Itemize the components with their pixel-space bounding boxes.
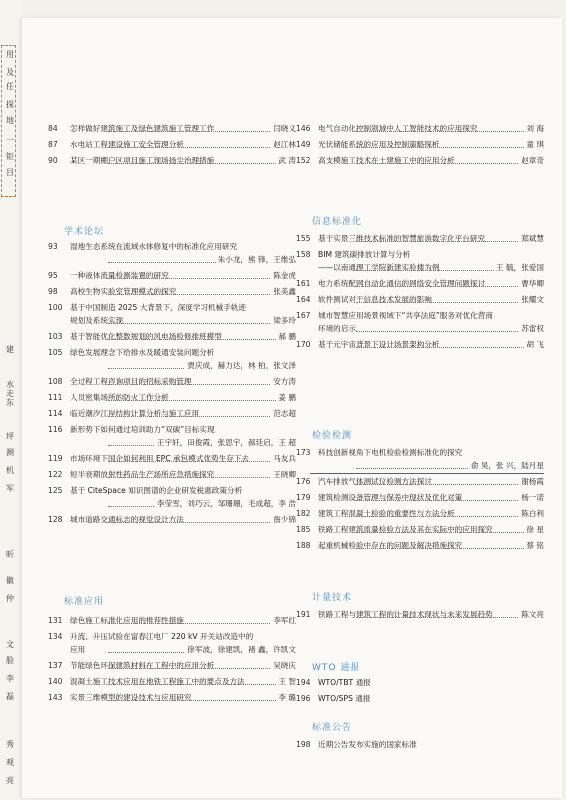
toc-entry[interactable] [48, 122, 296, 135]
article-title: 市场环境下国企如何利用 EPC 承包模式优势生存下去 [70, 454, 249, 463]
page-number: 149 [296, 140, 311, 149]
leader-dots [356, 131, 544, 132]
leader-dots [108, 339, 296, 340]
leader-dots [356, 516, 544, 517]
leader-dots [108, 294, 296, 295]
toc-entry[interactable] [296, 738, 544, 751]
strip-fragment: 测 [6, 448, 14, 457]
strip-fragment: 仲 [6, 594, 14, 603]
toc-entry[interactable] [48, 407, 296, 420]
leader-dots [356, 617, 544, 618]
article-title: 短半衰期放射性药品生产场所应急措施探究 [70, 470, 215, 479]
article-title: 建筑工程混凝土检验的重要性与方法分析 [318, 509, 455, 518]
page-number: 131 [48, 616, 63, 625]
leader-dots [356, 331, 544, 332]
section-heading: 信息标准化 [312, 217, 363, 227]
page-number: 143 [48, 693, 63, 702]
toc-entry[interactable] [48, 630, 296, 656]
page-number: 161 [296, 279, 311, 288]
toc-entry[interactable] [48, 468, 296, 481]
article-title: 怎样做好建筑施工及绿色建筑施工管理工作 [70, 124, 215, 133]
page-number: 119 [48, 454, 63, 463]
leader-dots [356, 548, 544, 549]
toc-entry[interactable] [296, 138, 544, 151]
leader-dots [108, 147, 296, 148]
leader-dots [108, 323, 296, 324]
article-author: 陈金虎 [273, 271, 296, 280]
leader-dots [108, 163, 296, 164]
strip-fragment: 徽 [6, 576, 14, 585]
article-title: 软件测试对于信息技术发展的影响 [318, 295, 432, 304]
article-author: 安方涛 [273, 377, 296, 386]
page-number: 137 [48, 661, 63, 670]
leader-dots [108, 400, 296, 401]
article-title: 绿色发展理念下给排水及暖通安装问题分析 [70, 348, 215, 357]
strip-fragment: 坪 [6, 432, 14, 441]
leader-dots [356, 163, 544, 164]
article-title: 一种液体流量检测装置的研究 [70, 271, 169, 280]
article-author: 闫晓义 [273, 124, 296, 133]
leader-dots [108, 623, 296, 624]
article-author: 苏雷权 [521, 324, 544, 333]
page-number: 93 [48, 242, 58, 251]
leader-dots [108, 522, 296, 523]
leader-dots [108, 131, 296, 132]
toc-entry[interactable] [296, 122, 544, 135]
article-author: 陈白利 [521, 509, 544, 518]
page-number: 105 [48, 348, 63, 357]
page-number: 198 [296, 740, 311, 749]
leader-dots [356, 500, 544, 501]
page-number: 176 [296, 477, 311, 486]
article-author: 谢杨霞 [521, 477, 544, 486]
toc-entry[interactable] [296, 309, 544, 335]
article-author: 武 涛 [278, 156, 296, 165]
article-author: 梁多玲 [273, 316, 296, 325]
page-number: 185 [296, 525, 311, 534]
page-number: 108 [48, 377, 63, 386]
article-title: 节能绿色环保建筑材料在工程中的应用分析 [70, 661, 215, 670]
article-title: 建筑检测设备管理与保养中现状及优化对策 [318, 493, 463, 502]
leader-dots [108, 384, 296, 385]
strip-fragment: 机 [6, 466, 14, 475]
leader-dots [356, 532, 544, 533]
strip-fragment: 目 [6, 168, 14, 177]
article-title: 电气自动化控制领域中人工智能技术的应用探究 [318, 124, 478, 133]
article-author: 吴晓庆 [273, 661, 296, 670]
article-author: 马友兵 [273, 454, 296, 463]
section-heading: 标准公告 [312, 723, 353, 733]
strip-fragment: 用 [6, 50, 14, 59]
article-author: 童 琪 [526, 140, 544, 149]
toc-entry[interactable] [296, 692, 544, 705]
article-title: 基于实景三维技术标准的智慧旅游数字化平台研究 [318, 234, 486, 243]
leader-dots [108, 461, 296, 462]
leader-dots [108, 416, 296, 417]
page-number: 111 [48, 393, 63, 402]
page-number: 98 [48, 287, 58, 296]
toc-entry[interactable] [48, 691, 296, 704]
article-title: BIM 建筑碳排放计算与分析 [318, 250, 411, 259]
article-title-cont: 环境的启示 [318, 324, 356, 333]
article-author: 赵章奇 [521, 156, 544, 165]
article-title: 城市智慧应用场景视域下“共享法庭”服务对优化营商 [318, 311, 493, 320]
page-number: 164 [296, 295, 311, 304]
section-heading: 学术论坛 [64, 227, 105, 237]
article-author: 俞 昊，张 兴，陆月星 [470, 461, 544, 470]
page-number: 84 [48, 124, 58, 133]
strip-fragment: 李 [6, 674, 14, 683]
article-title: 基于智能优化整数规划的风电场检修排班模型 [70, 332, 222, 341]
page-number: 87 [48, 140, 58, 149]
toc-entry[interactable] [296, 154, 544, 167]
article-title: 湿地生态系统在流域水体修复中的标准化应用研究 [70, 242, 238, 251]
page-number: 167 [296, 311, 311, 320]
page-number: 140 [48, 677, 63, 686]
article-author: 陈文亮 [521, 610, 544, 619]
article-title: 高支模施工技术在土建施工中的应用分析 [318, 156, 455, 165]
article-author: 杨一诺 [521, 493, 544, 502]
toc-entry[interactable] [296, 475, 544, 488]
page-number: 134 [48, 632, 63, 641]
toc-entry[interactable] [48, 301, 296, 327]
toc-entry[interactable] [296, 232, 544, 245]
article-author: 范志超 [273, 409, 296, 418]
article-author: 胡 飞 [526, 340, 544, 349]
strip-fragment: 亮 [6, 776, 14, 785]
toc-entry[interactable] [296, 507, 544, 520]
article-author: 贾庆成，赫力达，林 柏，张文泽 [187, 361, 296, 370]
toc-entry[interactable] [48, 240, 296, 266]
article-title: WTO/SPS 通报 [318, 694, 371, 703]
page-number: 90 [48, 156, 58, 165]
highlight-underline [310, 473, 544, 474]
article-title: 实景三维模型的建设技术与应用研究 [70, 693, 192, 702]
article-author: 蔡 铭 [526, 541, 544, 550]
article-author: 李军红 [273, 616, 296, 625]
article-title: 临近潮汐江岸结构计算分析与施工应用 [70, 409, 200, 418]
toc-page [22, 18, 562, 798]
page-number: 188 [296, 541, 311, 550]
strip-fragment: 探 [6, 100, 14, 109]
toc-entry[interactable] [48, 346, 296, 372]
page-number: 182 [296, 509, 311, 518]
toc-entry[interactable] [296, 293, 544, 306]
page-number: 152 [296, 156, 311, 165]
toc-entry[interactable] [296, 676, 544, 689]
article-title: 铁路工程建筑质量检验方法及其在实际中的应用探究 [318, 525, 493, 534]
page-number: 122 [48, 470, 63, 479]
article-title: 某区一期棚户区项目施工现场扬尘治理措施 [70, 156, 215, 165]
toc-entry[interactable] [48, 285, 296, 298]
leader-dots [356, 241, 544, 242]
article-title: 升流、升压试验在富春江电厂 220 kV 开关站改造中的 [70, 632, 254, 641]
adjacent-page-strip [0, 0, 22, 800]
strip-fragment: 秀 [6, 740, 14, 749]
page-number: 196 [296, 694, 311, 703]
toc-entry[interactable] [296, 248, 544, 274]
toc-entry[interactable] [296, 338, 544, 351]
article-title: 混凝土施工技术应用在地铁工程施工中的要点及方法 [70, 677, 245, 686]
page-number: 116 [48, 425, 63, 434]
article-title: 基于 CiteSpace 知识图谱的企业研发税惠政策分析 [70, 486, 243, 495]
article-title: 起重机械检验中存在的问题及解决措施探究 [318, 541, 463, 550]
article-title: 新形势下如何通过培训助力“双碳”目标实现 [70, 425, 215, 434]
page-number: 170 [296, 340, 311, 349]
section-heading: 检验检测 [312, 431, 353, 441]
strip-fragment: 文 [6, 640, 14, 649]
article-author: 刘 海 [526, 124, 544, 133]
section-heading: 标准应用 [64, 597, 105, 607]
toc-entry[interactable] [296, 523, 544, 536]
toc-entry[interactable] [48, 154, 296, 167]
page-number: 146 [296, 124, 311, 133]
strip-fragment: 水走 [6, 380, 14, 399]
page-number: 191 [296, 610, 311, 619]
strip-fragment: 军 [6, 484, 14, 493]
leader-dots [108, 700, 296, 701]
article-author: 王晓卿 [273, 470, 296, 479]
page-number: 103 [48, 332, 63, 341]
article-author: 李莹雪，刘巧云，邹珊珊，毛成超，李 浩 [156, 499, 296, 508]
leader-dots [108, 278, 296, 279]
toc-entry[interactable] [48, 484, 296, 510]
page-number: 158 [296, 250, 311, 259]
toc-entry[interactable] [48, 614, 296, 627]
strip-fragment: 观 [6, 758, 14, 767]
article-title: 人员密集场所的防火工作分析 [70, 393, 169, 402]
strip-fragment: 东 [6, 398, 14, 407]
leader-dots [108, 684, 296, 685]
toc-entry[interactable] [48, 391, 296, 404]
article-title-cont: 规划及系统实现 [70, 316, 124, 325]
article-author: 姜 鹏 [278, 393, 296, 402]
page-number: 194 [296, 678, 311, 687]
article-author: 詹少锦 [273, 515, 296, 524]
article-title: WTO/TBT 通报 [318, 678, 371, 687]
toc-entry[interactable] [48, 675, 296, 688]
toc-entry[interactable] [48, 513, 296, 526]
section-heading: 计量技术 [312, 593, 353, 603]
page-number: 100 [48, 303, 63, 312]
strip-fragment: 脸 [6, 656, 14, 665]
strip-fragment: 地 [6, 116, 14, 125]
article-title: 高校生物实验室管理模式的探究 [70, 287, 177, 296]
article-title: 全过程工程咨询项目的招标采购管理 [70, 377, 192, 386]
article-title: 基于中国制造 2025 大背景下，深度学习机械手轨迹 [70, 303, 247, 312]
strip-fragment: 及 [6, 68, 14, 77]
article-author: 李 璐 [278, 693, 296, 702]
article-author: 徐军波，徐建凯，褚 鑫，许凯文 [187, 645, 296, 654]
article-author: 朱小龙，熊 锋，王维弘 [217, 255, 296, 264]
leader-dots [356, 286, 544, 287]
article-author: 王宇轩，田俊霞，张思宇，郝廷启，王 超 [156, 438, 296, 447]
leader-dots [356, 347, 544, 348]
strip-fragment: 磊 [6, 692, 14, 701]
toc-entry[interactable] [48, 659, 296, 672]
toc-entry[interactable] [48, 269, 296, 282]
toc-entry[interactable] [48, 330, 296, 343]
strip-fragment: 昕 [6, 550, 14, 559]
toc-entry[interactable] [296, 608, 544, 621]
page-number: 128 [48, 515, 63, 524]
article-title: 水电站工程建设施工安全管理分析 [70, 140, 184, 149]
strip-fragment: 钜 [6, 152, 14, 161]
article-author: 曹华卿 [521, 279, 544, 288]
toc-entry[interactable] [48, 138, 296, 151]
leader-dots [356, 147, 544, 148]
toc-entry[interactable] [48, 375, 296, 388]
page-number: 173 [296, 448, 311, 457]
article-title: 汽车排放气体测试仪检测方法探讨 [318, 477, 432, 486]
article-author: 赵江林 [273, 140, 296, 149]
toc-entry[interactable] [296, 277, 544, 290]
page-number: 95 [48, 271, 58, 280]
article-author: 张耀文 [521, 295, 544, 304]
article-title: 科技创新视角下电机检验检测标准化的探究 [318, 448, 463, 457]
article-author: 郝 鹏 [278, 332, 296, 341]
article-title: 电力系统配网自动化通信的网络安全管理问题探讨 [318, 279, 486, 288]
article-title: 基于元宇宙背景下设计场景架构分析 [318, 340, 440, 349]
article-title: 绿色施工标准化应用的推荐性措施 [70, 616, 184, 625]
leader-dots [108, 668, 296, 669]
page-number: 179 [296, 493, 311, 502]
strip-fragment: 建 [6, 345, 14, 354]
article-title-cont: ——以南通理工学院新建实验楼为例 [318, 263, 440, 272]
article-title-cont: 应用 [70, 645, 86, 654]
page-number: 155 [296, 234, 311, 243]
article-title: 近期公告发布实施的国家标准 [318, 740, 417, 749]
toc-entry[interactable] [296, 539, 544, 552]
article-author: 王 毓，张爱国 [496, 263, 544, 272]
article-title: 光伏储能系统的应用及控制策略探析 [318, 140, 440, 149]
strip-fragment: 一 [6, 136, 14, 145]
leader-dots [108, 477, 296, 478]
page-number: 114 [48, 409, 63, 418]
strip-fragment: 任 [6, 82, 14, 91]
article-author: 张美鑫 [273, 287, 296, 296]
article-title: 城市道路交通标志的视觉设计方法 [70, 515, 184, 524]
article-author: 郑斌慧 [521, 234, 544, 243]
page-number: 125 [48, 486, 63, 495]
toc-entry[interactable] [48, 423, 296, 449]
article-author: 王 智 [278, 677, 296, 686]
toc-entry[interactable] [48, 452, 296, 465]
section-heading: WTO 通报 [312, 663, 361, 673]
article-title: 铁路工程与建筑工程的计量技术现状与未来发展趋势 [318, 610, 493, 619]
toc-entry[interactable] [296, 491, 544, 504]
leader-dots [356, 484, 544, 485]
article-author: 徐 星 [526, 525, 544, 534]
toc-entry[interactable] [296, 446, 544, 472]
leader-dots [356, 302, 544, 303]
